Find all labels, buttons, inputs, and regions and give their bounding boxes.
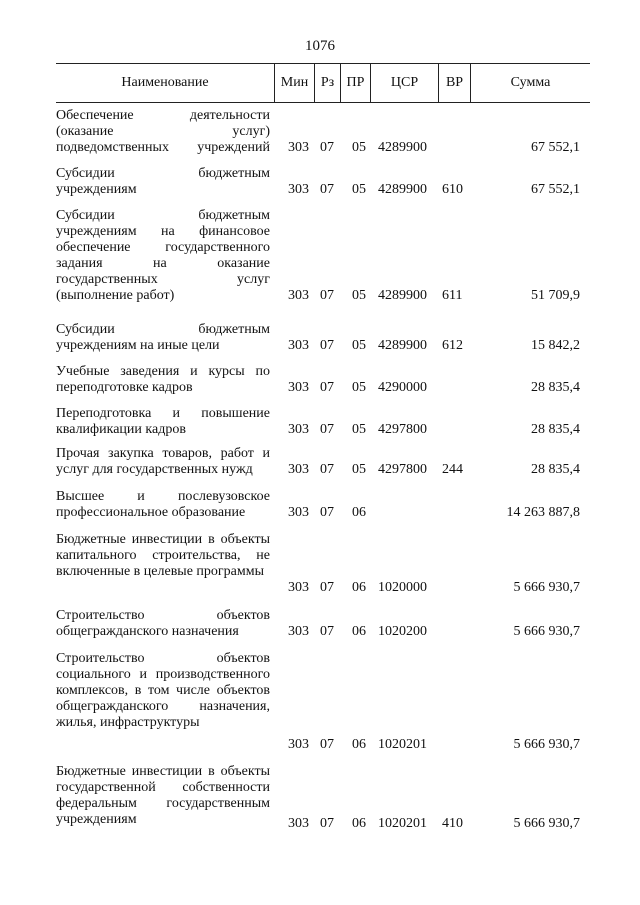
row-name: Переподготовка и повышение квалификации кадров [56,406,270,437]
table-row [56,406,590,438]
row-csr: 4289900 [378,288,427,303]
row-vr: 244 [442,462,463,477]
page-number: 1076 [305,38,335,54]
row-min: 303 [288,288,309,303]
row-vr: 611 [442,288,463,303]
row-vr: 610 [442,182,463,197]
row-pr: 05 [352,462,366,477]
row-min: 303 [288,380,309,395]
row-name: Субсидии бюджетным учреждениям [56,166,270,197]
row-rz: 07 [320,462,334,477]
row-name: Субсидии бюджетным учреждениям на финансовое обеспечение государственного задания на оказание государственных услуг (выполнение работ) [56,208,270,303]
table-row [56,208,590,304]
table-header [56,63,590,103]
row-pr: 05 [352,140,366,155]
row-min: 303 [288,338,309,353]
row-rz: 07 [320,380,334,395]
row-min: 303 [288,140,309,155]
row-vr: 612 [442,338,463,353]
row-rz: 07 [320,140,334,155]
row-csr: 1020000 [378,580,427,595]
table-row [56,446,590,478]
row-name: Субсидии бюджетным учреждениям на иные цели [56,322,270,353]
row-csr: 4289900 [378,182,427,197]
row-min: 303 [288,816,309,831]
table-row [56,532,590,596]
column-header-rz: Рз [314,64,340,102]
row-sum: 28 835,4 [531,462,580,477]
row-pr: 06 [352,505,366,520]
row-sum: 5 666 930,7 [513,737,580,752]
row-pr: 05 [352,182,366,197]
row-rz: 07 [320,505,334,520]
table-row [56,489,590,521]
row-name: Высшее и послевузовское профессиональное образование [56,489,270,520]
row-min: 303 [288,182,309,197]
row-vr: 410 [442,816,463,831]
row-pr: 06 [352,816,366,831]
row-sum: 67 552,1 [531,140,580,155]
row-min: 303 [288,737,309,752]
table-row [56,651,590,753]
row-name: Прочая закупка товаров, работ и услуг для государственных нужд [56,446,270,477]
row-csr: 4297800 [378,462,427,477]
table-row [56,322,590,354]
column-header-min: Мин [274,64,314,102]
table-row [56,108,590,156]
row-sum: 5 666 930,7 [513,580,580,595]
row-name: Строительство объектов общегражданского назначения [56,608,270,639]
row-rz: 07 [320,580,334,595]
row-name: Строительство объектов социального и производственного комплексов, в том числе объектов общегражданского назначения, жилья, инфраструктуры [56,651,270,730]
row-min: 303 [288,462,309,477]
row-name: Бюджетные инвестиции в объекты государственной собственности федеральным государственным учреждениям [56,764,270,827]
row-pr: 05 [352,380,366,395]
row-name: Обеспечение деятельности (оказание услуг) подведомственных учреждений [56,108,270,155]
row-name: Учебные заведения и курсы по переподготовке кадров [56,364,270,395]
row-rz: 07 [320,338,334,353]
row-csr: 1020201 [378,737,427,752]
row-csr: 4289900 [378,338,427,353]
table-row [56,166,590,198]
row-rz: 07 [320,288,334,303]
row-csr: 4290000 [378,380,427,395]
row-sum: 5 666 930,7 [513,624,580,639]
row-sum: 28 835,4 [531,422,580,437]
row-csr: 4289900 [378,140,427,155]
row-min: 303 [288,624,309,639]
row-min: 303 [288,505,309,520]
row-pr: 05 [352,288,366,303]
row-pr: 06 [352,624,366,639]
row-name: Бюджетные инвестиции в объекты капитального строительства, не включенные в целевые программы [56,532,270,579]
column-header-sum: Сумма [470,64,590,102]
row-csr: 4297800 [378,422,427,437]
column-header-csr: ЦСР [370,64,438,102]
row-sum: 51 709,9 [531,288,580,303]
column-header-name: Наименование [121,75,209,90]
row-pr: 05 [352,338,366,353]
row-pr: 05 [352,422,366,437]
table-row [56,364,590,396]
row-pr: 06 [352,737,366,752]
row-sum: 67 552,1 [531,182,580,197]
row-sum: 28 835,4 [531,380,580,395]
row-min: 303 [288,580,309,595]
row-sum: 14 263 887,8 [506,505,580,520]
row-sum: 15 842,2 [531,338,580,353]
row-csr: 1020200 [378,624,427,639]
row-sum: 5 666 930,7 [513,816,580,831]
row-min: 303 [288,422,309,437]
row-rz: 07 [320,422,334,437]
table-row [56,608,590,640]
row-pr: 06 [352,580,366,595]
row-rz: 07 [320,182,334,197]
column-header-vr: ВР [438,64,470,102]
row-rz: 07 [320,737,334,752]
row-csr: 1020201 [378,816,427,831]
column-header-pr: ПР [340,64,370,102]
row-rz: 07 [320,624,334,639]
table-row [56,764,590,832]
row-rz: 07 [320,816,334,831]
